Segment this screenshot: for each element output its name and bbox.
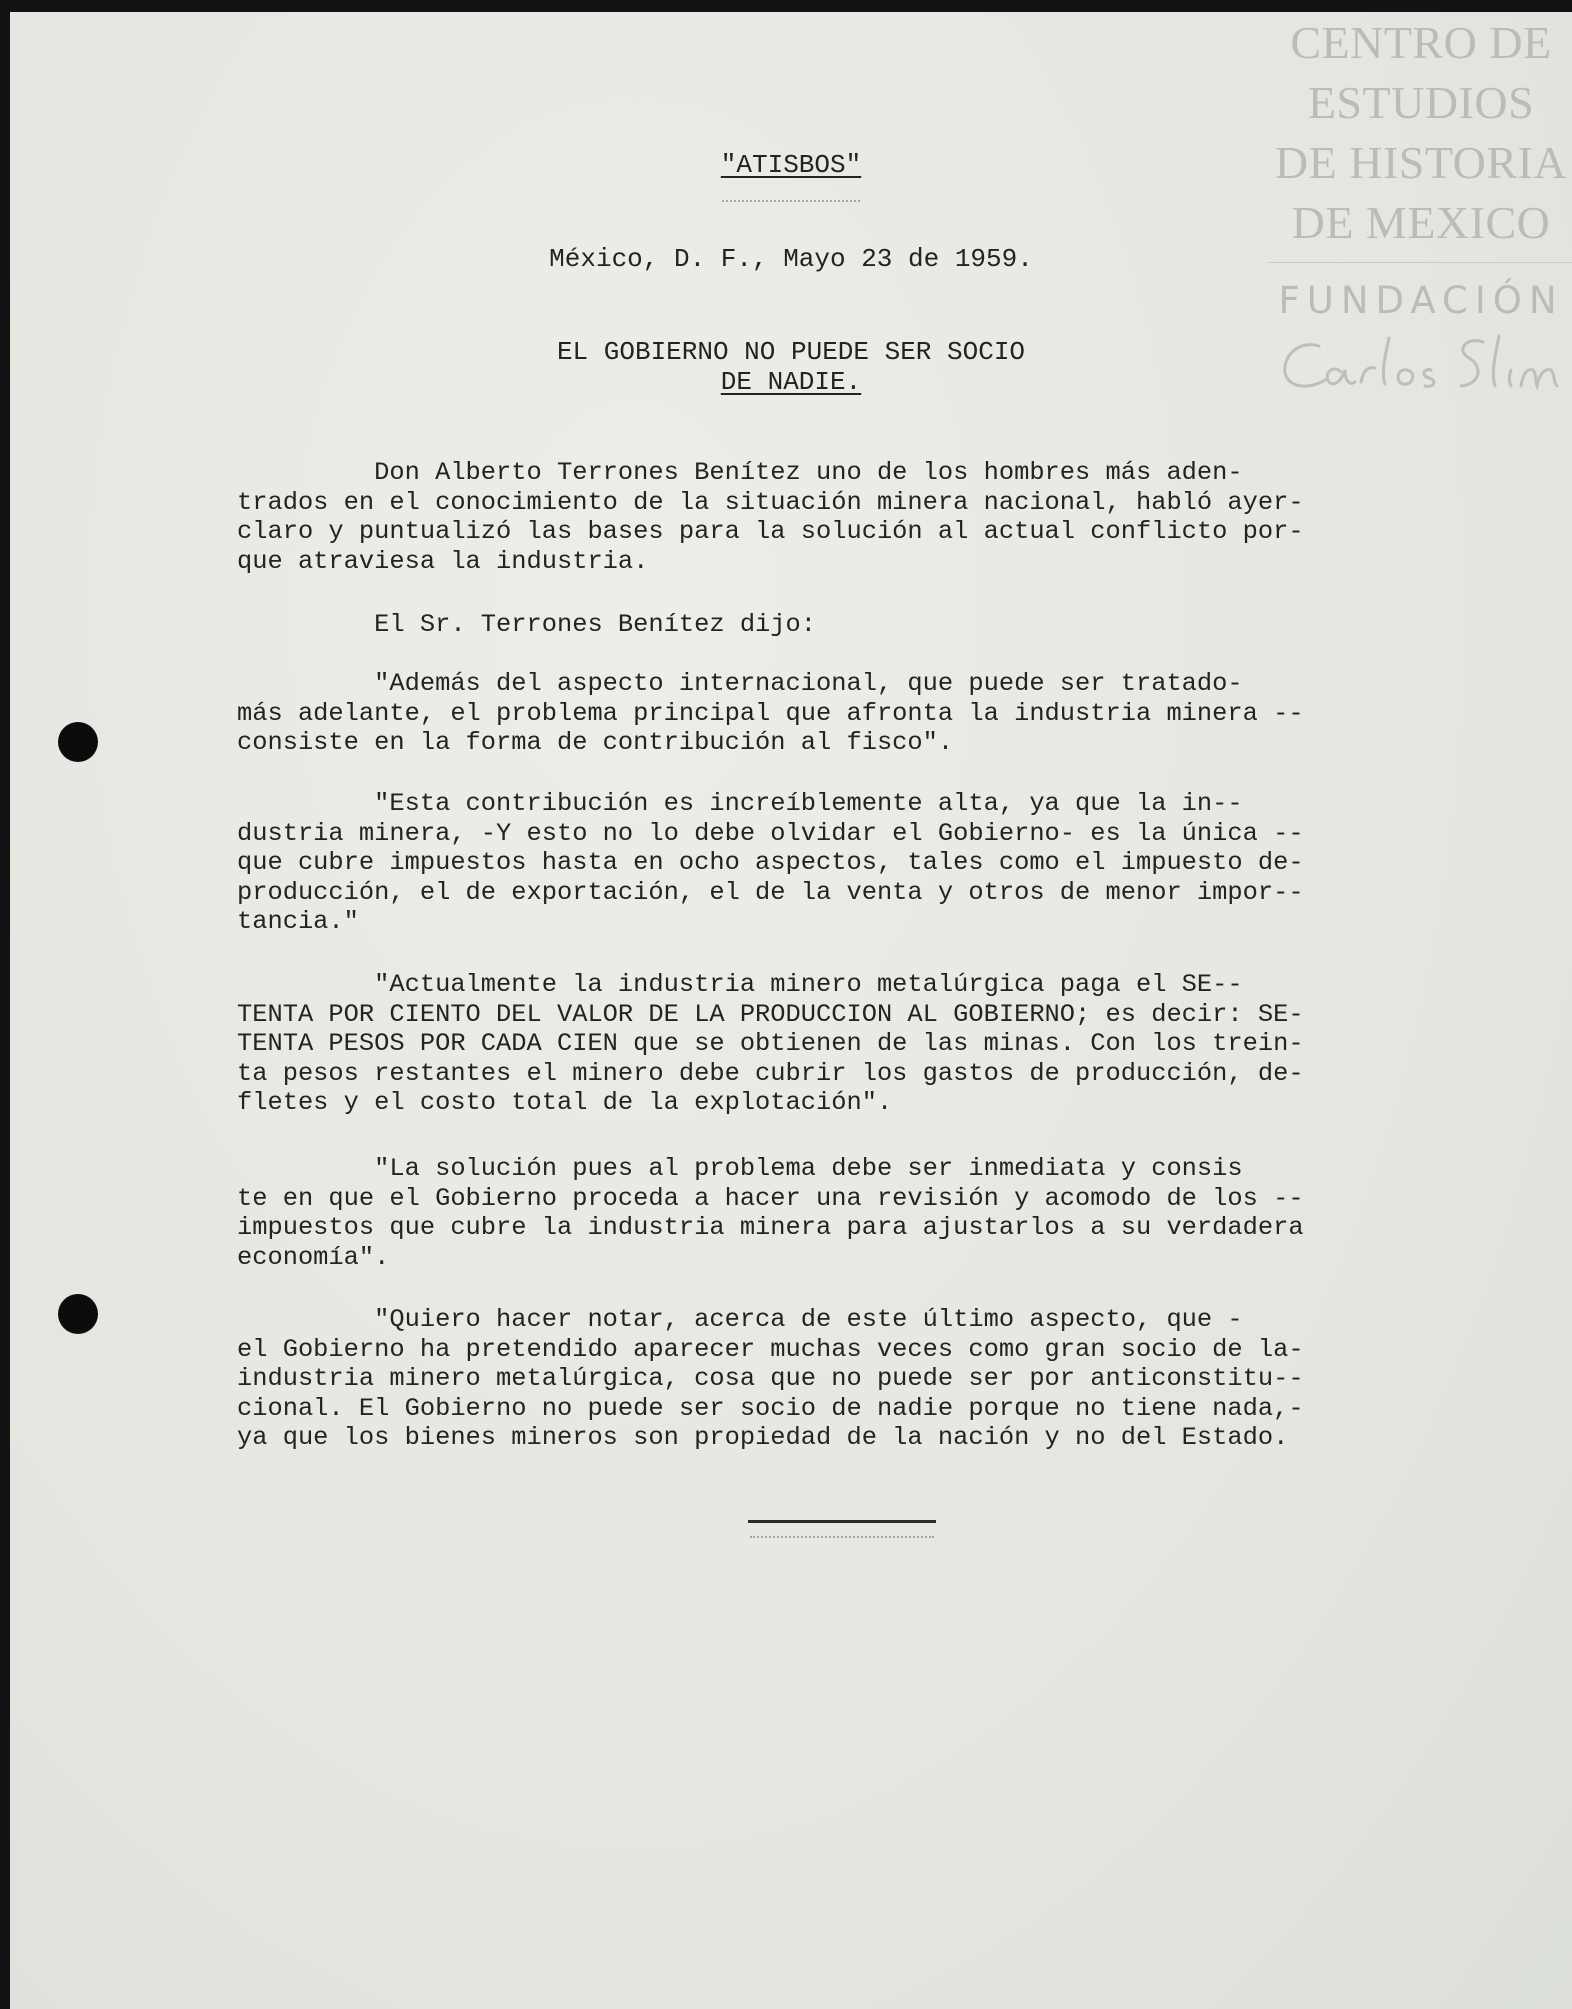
article-title-line-2: DE NADIE. bbox=[720, 367, 862, 397]
paragraph: "Además del aspecto internacional, que puede ser tratado- más adelante, el problema principal que afronta la industria minera -- consiste en la forma de contribución al fisco". bbox=[237, 669, 1304, 757]
paragraph: El Sr. Terrones Benítez dijo: bbox=[237, 610, 817, 639]
end-dotted-rule bbox=[750, 1536, 934, 1538]
watermark-line: DE HISTORIA bbox=[1274, 137, 1568, 188]
binder-hole bbox=[58, 1294, 98, 1334]
header-dotted-rule bbox=[722, 200, 860, 202]
dateline: México, D. F., Mayo 23 de 1959. bbox=[549, 244, 1033, 274]
paragraph: "Esta contribución es increíblemente alta, ya que la in-- dustria minera, -Y esto no lo debe olvidar el Gobierno- es la única -- que cubre impuestos hasta en ocho aspectos, tales como el impuesto de- producción, el de exportación, el de la venta y otros de menor impor-- tancia." bbox=[237, 789, 1304, 936]
end-rule bbox=[748, 1520, 936, 1523]
binder-hole bbox=[58, 722, 98, 762]
paragraph: "Quiero hacer notar, acerca de este último aspecto, que - el Gobierno ha pretendido aparecer muchas veces como gran socio de la- industria minero metalúrgica, cosa que no puede ser por anticonstitu-- cional. El Gobierno no puede ser socio de nadie porque no tiene nada,- ya que los bienes mineros son propiedad de la nación y no del Estado. bbox=[237, 1305, 1304, 1452]
article-title-line-1: EL GOBIERNO NO PUEDE SER SOCIO bbox=[556, 337, 1026, 367]
paragraph: Don Alberto Terrones Benítez uno de los hombres más aden- trados en el conocimiento de la situación minera nacional, habló ayer- claro y puntualizó las bases para la solución al actual conflicto por- que atraviesa la industria. bbox=[237, 458, 1304, 576]
paragraph: "Actualmente la industria minero metalúrgica paga el SE-- TENTA POR CIENTO DEL VALOR DE LA PRODUCCION AL GOBIERNO; es decir: SE- TENTA PESOS POR CADA CIEN que se obtienen de las minas. Con los trein- ta pesos restantes el minero debe cubrir los gastos de producción, de- fletes y el costo total de la explotación". bbox=[237, 970, 1304, 1117]
newsletter-header: "ATISBOS" bbox=[720, 150, 862, 180]
watermark-line: CENTRO DE bbox=[1290, 17, 1552, 68]
watermark-line: DE MEXICO bbox=[1291, 197, 1551, 248]
watermark-line: ESTUDIOS bbox=[1307, 77, 1535, 128]
paragraph: "La solución pues al problema debe ser inmediata y consis te en que el Gobierno proceda a hacer una revisión y acomodo de los -- impuestos que cubre la industria minera para ajustarlos a su verdadera economía". bbox=[237, 1154, 1304, 1272]
document-page bbox=[10, 12, 1572, 2009]
watermark-fundacion: FUNDACIÓN bbox=[1278, 279, 1564, 322]
